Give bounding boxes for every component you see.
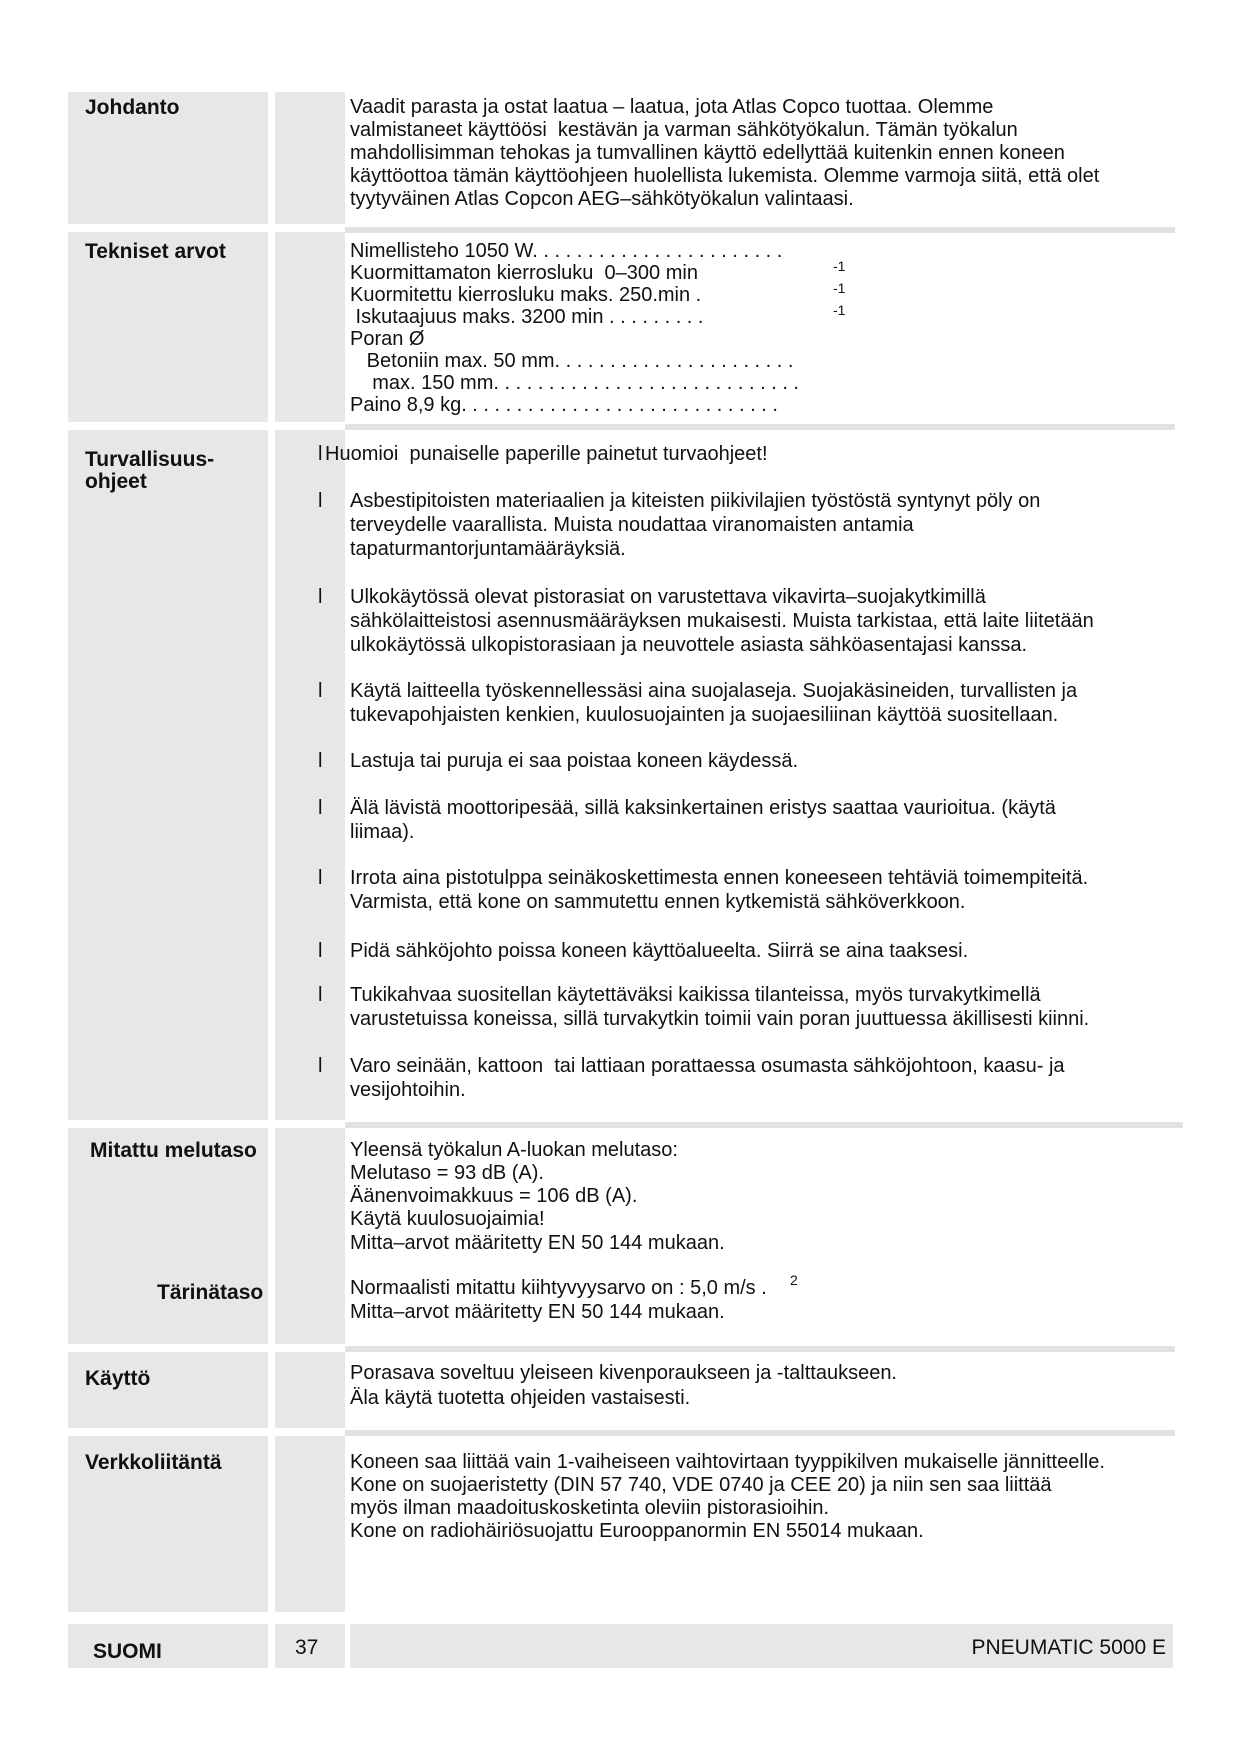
safety-item-line: Ulkokäytössä olevat pistorasiat on varustettava vikavirta–suojakytkimillä [350,586,986,608]
safety-item-line: Varmista, että kone on sammutettu ennen kytkemistä sähköverkkoon. [350,891,966,913]
separator [345,1122,1183,1128]
safety-item-line: Tukikahvaa suositellan käytettäväksi kaikissa tilanteissa, myös turvakytkimellä [350,984,1041,1006]
section-title-specs: Tekniset arvot [85,240,226,263]
spec-line: Nimellisteho 1050 W. . . . . . . . . . . . . . . . . . . . . . . [350,240,783,262]
noise-line: Mitta–arvot määritetty EN 50 144 mukaan. [350,1232,725,1254]
intro-line: Vaadit parasta ja ostat laatua – laatua, jota Atlas Copco tuottaa. Olemme [350,96,994,118]
safety-item-line: Älä lävistä moottoripesää, sillä kaksinkertainen eristys saattaa vaurioitua. (käytä [350,797,1056,819]
spec-line: max. 150 mm. . . . . . . . . . . . . . . . . . . . . . . . . . . . [350,372,799,394]
vibration-line: Normaalisti mitattu kiihtyvyysarvo on : 5,0 m/s . [350,1277,767,1299]
mains-line: Koneen saa liittää vain 1-vaiheiseen vaihtovirtaan tyyppikilven mukaiselle jännitteelle. [350,1451,1105,1473]
mains-line: Kone on radiohäiriösuojattu Eurooppanormin EN 55014 mukaan. [350,1520,924,1542]
bullet-icon: l [318,750,323,772]
safety-item-line: Käytä laitteella työskennellessäsi aina suojalaseja. Suojakäsineiden, turvallisten ja [350,680,1078,702]
safety-item-line: sähkölaitteistosi asennusmääräyksen mukaisesti. Muista tarkistaa, että laite liitetään [350,610,1094,632]
intro-line: tyytyväinen Atlas Copcon AEG–sähkötyökalun valintaasi. [350,188,854,210]
bullet-icon: l [318,984,323,1006]
vibration-superscript: 2 [790,1272,798,1288]
product-name: PNEUMATIC 5000 E [971,1636,1166,1659]
vibration-line: Mitta–arvot määritetty EN 50 144 mukaan. [350,1301,725,1323]
safety-item-line: Varo seinään, kattoon tai lattiaan porattaessa osumasta sähköjohtoon, kaasu- ja [350,1055,1065,1077]
noise-line: Yleensä työkalun A-luokan melutaso: [350,1139,678,1161]
section-title-intro: Johdanto [85,96,180,119]
bullet-icon: l [318,586,323,608]
intro-line: käyttöottoa tämän käyttöohjeen huolellista lukemista. Olemme varmoja siitä, että olet [350,165,1100,187]
mid-block-usage [275,1352,345,1428]
spec-line: Paino 8,9 kg. . . . . . . . . . . . . . . . . . . . . . . . . . . . . [350,394,778,416]
safety-item-line: ulkokäytössä ulkopistorasiaan ja neuvottele asiasta sähköasentajasi kanssa. [350,634,1028,656]
spec-line: Poran Ø [350,328,425,350]
bullet-icon: l [318,940,323,962]
bullet-icon: l [318,797,323,819]
bullet-icon: l [318,490,323,512]
bullet-icon: l [318,443,323,465]
bullet-icon: l [318,680,323,702]
noise-line: Melutaso = 93 dB (A). [350,1162,544,1184]
safety-item-line: tapaturmantorjuntamääräyksiä. [350,538,626,560]
spec-line: Iskutaajuus maks. 3200 min . . . . . . . . . [350,306,704,328]
section-title-mains: Verkkoliitäntä [85,1451,222,1474]
section-title-vibration: Tärinätaso [157,1281,264,1304]
usage-line: Porasava soveltuu yleiseen kivenporaukseen ja -talttaukseen. [350,1362,897,1384]
mains-line: Kone on suojaeristetty (DIN 57 740, VDE 0740 ja CEE 20) ja niin sen saa liittää [350,1474,1052,1496]
separator [345,1430,1175,1436]
mid-block-intro [275,92,345,224]
bullet-icon: l [318,1055,323,1077]
intro-line: mahdollisimman tehokas ja tumvallinen käyttö edellyttää kuitenkin ennen koneen [350,142,1065,164]
separator [345,424,1175,430]
safety-item-line: varustetuissa koneissa, sillä turvakytkin toimii vain poran juuttuessa äkillisesti kiinni. [350,1008,1090,1030]
separator [345,227,1175,233]
safety-item-line: liimaa). [350,821,415,843]
noise-line: Äänenvoimakkuus = 106 dB (A). [350,1185,638,1207]
safety-header: Huomioi punaiselle paperille painetut turvaohjeet! [325,443,768,465]
unit-superscript: -1 [833,258,846,274]
spec-line: Kuormitettu kierrosluku maks. 250.min . [350,284,702,306]
safety-item-line: Asbestipitoisten materiaalien ja kiteisten piikivilajien työstöstä syntynyt pöly on [350,490,1041,512]
mid-block-safety [275,430,345,1120]
mains-line: myös ilman maadoituskosketinta oleviin pistorasioihin. [350,1497,830,1519]
section-title-safety-2: ohjeet [85,470,147,493]
safety-item-line: tukevapohjaisten kenkien, kuulosuojainten ja suojaesiliinan käyttöä suositellaan. [350,704,1059,726]
intro-line: valmistaneet käyttöösi kestävän ja varman sähkötyökalun. Tämän työkalun [350,119,1018,141]
spec-line: Betoniin max. 50 mm. . . . . . . . . . . . . . . . . . . . . . [350,350,794,372]
bullet-icon: l [318,867,323,889]
mid-block-mains [275,1436,345,1612]
safety-item-line: Pidä sähköjohto poissa koneen käyttöalueelta. Siirrä se aina taaksesi. [350,940,969,962]
separator [345,1346,1175,1352]
section-title-usage: Käyttö [85,1367,151,1390]
usage-line: Äla käytä tuotetta ohjeiden vastaisesti. [350,1387,691,1409]
unit-superscript: -1 [833,280,846,296]
mid-block-noise [275,1128,345,1344]
mid-block-specs [275,232,345,422]
safety-item-line: Lastuja tai puruja ei saa poistaa koneen käydessä. [350,750,799,772]
safety-item-line: terveydelle vaarallista. Muista noudattaa viranomaisten antamia [350,514,914,536]
spec-line: Kuormittamaton kierrosluku 0–300 min [350,262,698,284]
footer-language: SUOMI [93,1640,162,1663]
safety-item-line: vesijohtoihin. [350,1079,466,1101]
page-number: 37 [295,1636,319,1659]
section-title-safety-1: Turvallisuus- [85,448,215,471]
label-block-safety [68,430,268,1120]
noise-line: Käytä kuulosuojaimia! [350,1208,545,1230]
safety-item-line: Irrota aina pistotulppa seinäkoskettimesta ennen koneeseen tehtäviä toimempiteitä. [350,867,1089,889]
section-title-noise: Mitattu melutaso [90,1139,257,1162]
unit-superscript: -1 [833,302,846,318]
